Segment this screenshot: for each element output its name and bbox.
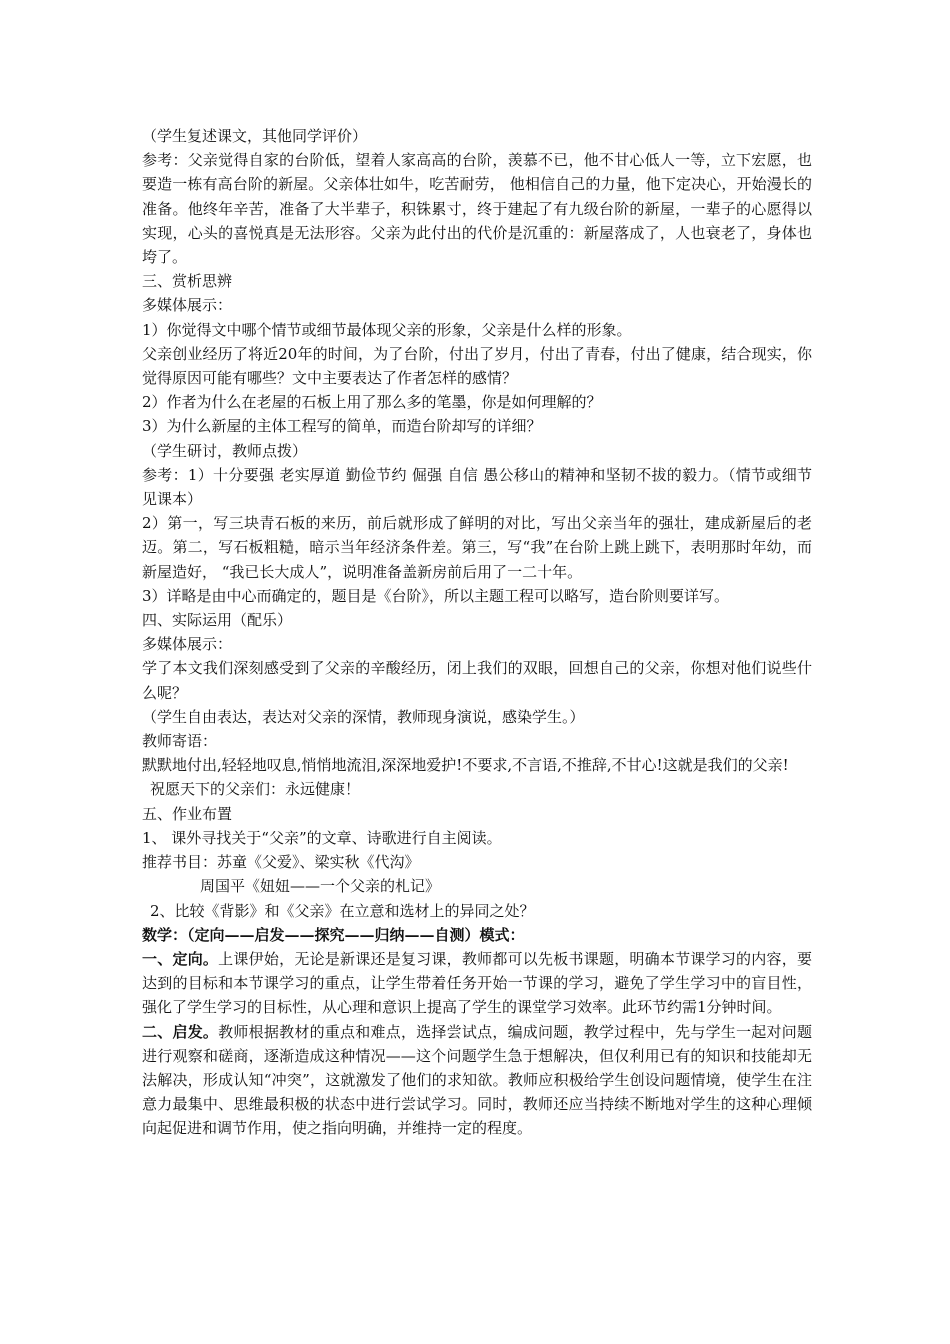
math-paragraph-2 bbox=[142, 1020, 812, 1141]
text-paragraph: 默默地付出,轻轻地叹息,悄悄地流泪,深深地爱护!不要求,不言语,不推辞,不甘心!这就是我们的父亲! bbox=[142, 756, 789, 775]
text-line: （学生研讨，教师点拨） bbox=[142, 441, 308, 460]
text-line: 1、 课外寻找关于“父亲”的文章、诗歌进行自主阅读。 bbox=[142, 828, 502, 847]
text-paragraph: 父亲创业经历了将近20年的时间，为了台阶，付出了岁月，付出了青春，付出了健康，结合现实，你觉得原因可能有哪些？文中主要表达了作者怎样的感情？ bbox=[142, 344, 812, 388]
text-paragraph: 参考：1）十分要强 老实厚道 勤俭节约 倔强 自信 愚公移山的精神和坚韧不拔的毅力。（情节或细节见课本） bbox=[142, 465, 812, 509]
text-line: 1）你觉得文中哪个情节或细节最体现父亲的形象，父亲是什么样的形象。 bbox=[142, 320, 632, 339]
text-line: 多媒体展示： bbox=[142, 296, 233, 315]
text-line: 2）作者为什么在老屋的石板上用了那么多的笔墨，你是如何理解的？ bbox=[142, 393, 602, 412]
text-line: 周国平《妞妞——一个父亲的札记》 bbox=[200, 877, 441, 896]
math-p2-text: 教师根据教材的重点和难点，选择尝试点，编成问题，教学过程中，先与学生一起对问题进行观察和磋商，逐渐造成这种情况——这个问题学生急于想解决，但仅利用已有的知识和技能却无法解决，形成认知“冲突”，这就激发了他们的求知欲。教师应积极给学生创设问题情境，使学生在注意力最集中、思维最积极的状态中进行尝试学习。同时，教师还应当持续不断地对学生的这种心理倾向起促进和调节作用，使之指向明确，并维持一定的程度。 bbox=[142, 1022, 812, 1138]
section-heading: 五、作业布置 bbox=[142, 804, 233, 823]
text-paragraph: 参考：父亲觉得自家的台阶低，望着人家高高的台阶，羡慕不已，他不甘心低人一等，立下宏愿，也要造一栋有高台阶的新屋。父亲体壮如牛，吃苦耐劳， 他相信自己的力量，他下定决心，开始漫长的准备。他终年辛苦，准备了大半辈子，积铢累寸，终于建起了有九级台阶的新屋，一辈子的心愿得以实现，心头的喜悦真是无法形容。父亲为此付出的代价是沉重的：新屋落成了，人也衰老了，身体也垮了。 bbox=[142, 151, 812, 267]
text-line: 推荐书目：苏童《父爱》、梁实秋《代沟》 bbox=[142, 853, 420, 872]
text-line: 3）详略是由中心而确定的，题目是《台阶》，所以主题工程可以略写，造台阶则要详写。 bbox=[142, 586, 730, 605]
section-heading: 三、赏析思辨 bbox=[142, 272, 233, 291]
text-line: 祝愿天下的父亲们：永远健康！ bbox=[150, 780, 361, 799]
math-heading: 数学：（定向——启发——探究——归纳——自测）模式： bbox=[142, 925, 525, 944]
math-p1-label: 一、定向。 bbox=[142, 949, 219, 968]
document-page bbox=[142, 124, 812, 1141]
text-paragraph: 2）第一，写三块青石板的来历，前后就形成了鲜明的对比，写出父亲当年的强壮，建成新屋后的老迈。第二，写石板粗糙，暗示当年经济条件差。第三，写“我”在台阶上跳上跳下，表明那时年幼，而新屋造好， “我已长大成人”，说明准备盖新房前后用了一二十年。 bbox=[142, 514, 812, 581]
text-line: （学生自由表达，表达对父亲的深情，教师现身演说，感染学生。） bbox=[142, 707, 585, 726]
text-line: 多媒体展示： bbox=[142, 635, 233, 654]
text-line: （学生复述课文，其他同学评价） bbox=[142, 127, 368, 145]
math-p2-label: 二、启发。 bbox=[142, 1022, 219, 1041]
text-paragraph: 学了本文我们深刻感受到了父亲的辛酸经历，闭上我们的双眼，回想自己的父亲，你想对他们说些什么呢？ bbox=[142, 659, 812, 702]
math-p1-text: 上课伊始，无论是新课还是复习课，教师都可以先板书课题，明确本节课学习的内容，要达到的目标和本节课学习的重点，让学生带着任务开始一节课的学习，避免了学生学习中的盲目性，强化了学生学习的目标性，从心理和意识上提高了学生的课堂学习效率。此环节约需1分钟时间。 bbox=[142, 949, 812, 1017]
math-paragraph-1 bbox=[142, 947, 812, 1020]
text-line: 3）为什么新屋的主体工程写的简单，而造台阶却写的详细？ bbox=[142, 417, 542, 436]
section-heading: 四、实际运用（配乐） bbox=[142, 611, 293, 630]
text-line: 2、比较《背影》和《父亲》在立意和选材上的异同之处？ bbox=[150, 901, 535, 920]
text-line: 教师寄语： bbox=[142, 732, 218, 751]
